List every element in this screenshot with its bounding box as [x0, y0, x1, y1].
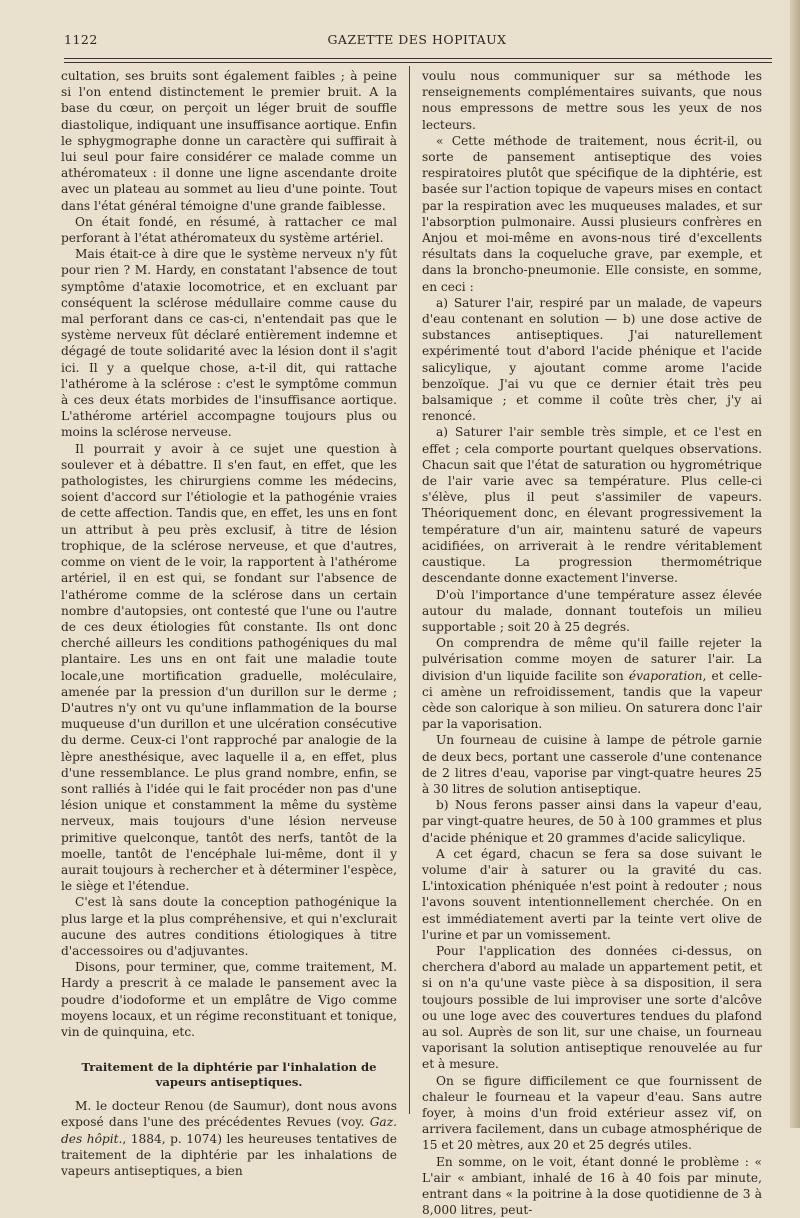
- paragraph: Il pourrait y avoir à ce sujet une question à soulever et à débattre. Il s'en faut, en effet, que les pathologistes, les chirurgiens comme les médecins, soient d'accord sur l'étiologie et la pathogénie vraies de cette affection. Tandis que, en effet, les uns en font un attribut à peu près exclusif, à titre de lésion trophique, de la sclérose nerveuse, et que d'autres, comme on vient de le voir, la rapportent à l'athérome artériel, il en est qui, se fondant sur l'absence de l'athérome comme de la sclérose dans un certain nombre d'autopsies, ont contesté que l'une ou l'autre de ces deux étiologies fût constante. Ils ont donc cherché ailleurs les conditions pathogéniques du mal plantaire. Les uns en ont fait une maladie toute locale,une mortification graduelle, moléculaire, amenée par la pression d'un durillon sur le derme ; D'autres n'y ont vu qu'une inflammation de la bourse muqueuse d'un durillon et une ulcération consécutive du derme. Ceux-ci l'ont rapproché par analogie de la lèpre anesthésique, avec laquelle il a, en effet, plus d'une ressemblance. Le plus grand nombre, enfin, se sont ralliés à l'idée qui le fait procéder non pas d'une lésion unique et constamment la même du système nerveux, mais toujours d'une lésion nerveuse primitive quelconque, tantôt des nerfs, tantôt de la moelle, tantôt de l'encéphale lui-même, dont il y aurait toujours à rechercher et à déterminer l'espèce, le siège et l'étendue.: [61, 441, 397, 894]
- paragraph: a) Saturer l'air semble très simple, et ce l'est en effet ; cela comporte pourtant quelques observations. Chacun sait que l'état de saturation ou hygrométrique de l'air varie avec sa température. Plus celle-ci s'élève, plus il peut s'assimiler de vapeurs. Théoriquement donc, en élevant progressivement la température d'un air, maintenu saturé de vapeurs acidifiées, on arriverait à le rendre véritablement caustique. La progression thermométrique descendante donne exactement l'inverse.: [422, 425, 762, 586]
- right-column: [422, 68, 762, 1218]
- journal-reference: Gaz. des hôpit.: [61, 1115, 397, 1146]
- paragraph: a) Saturer l'air, respiré par un malade, de vapeurs d'eau contenant en solution — b) une dose active de substances antiseptiques. J'ai naturellement expérimenté tout d'abord l'acide phénique et l'acide salicylique, y ajoutant comme arome l'acide benzoïque. J'ai vu que ce dernier était très peu balsamique ; et comme il coûte très cher, j'y ai renoncé.: [422, 295, 762, 424]
- paragraph: b) Nous ferons passer ainsi dans la vapeur d'eau, par vingt-quatre heures, de 50 à 100 grammes et plus d'acide phénique et 20 grammes d'acide salicylique.: [422, 798, 762, 845]
- paragraph: En somme, on le voit, étant donné le problème : « L'air « ambiant, inhalé de 16 à 40 fois par minute, entrant dans « la poitrine à la dose quotidienne de 3 à 8,000 litres, peut-: [422, 1154, 762, 1218]
- paragraph: D'où l'importance d'une température assez élevée autour du malade, donnant toutefois un milieu supportable ; soit 20 à 25 degrés.: [422, 587, 762, 634]
- paragraph: [422, 635, 762, 732]
- page-header: [64, 30, 770, 52]
- left-column: [61, 68, 397, 1179]
- paragraph: On était fondé, en résumé, à rattacher ce mal perforant à l'état athéromateux du système artériel.: [61, 214, 397, 246]
- paragraph: On se figure difficilement ce que fournissent de chaleur le fourneau et la vapeur d'eau. Sans autre foyer, à moins d'un froid extérieur assez vif, on arrivera facilement, dans un cubage atmosphérique de 15 et 20 mètres, aux 20 et 25 degrés utiles.: [422, 1073, 762, 1153]
- paragraph: Pour l'application des données ci-dessus, on cherchera d'abord au malade un appartement petit, et si on n'a qu'une vaste pièce à sa disposition, il sera toujours possible de lui improviser une sorte d'alcôve ou une loge avec des couvertures tendues du plafond au sol. Auprès de son lit, sur une chaise, un fourneau vaporisant la solution antiseptique renouvelée au fur et à mesure.: [422, 943, 762, 1072]
- section-title: Traitement de la diphtérie par l'inhalation de vapeurs antiseptiques.: [81, 1060, 377, 1090]
- running-title: GAZETTE DES HOPITAUX: [327, 32, 507, 47]
- text-run: M. le docteur Renou (de Saumur), dont nous avons exposé dans l'une des précédentes Revues (voy.: [61, 1099, 397, 1130]
- page-edge: [790, 0, 800, 1128]
- header-rule-thick: [64, 58, 772, 59]
- header-rule-thin: [64, 62, 772, 63]
- paragraph: C'est là sans doute la conception pathogénique la plus large et la plus compréhensive, et qui n'exclurait aucune des autres conditions étiologiques à titre d'accessoires ou d'adjuvantes.: [61, 895, 397, 958]
- paragraph: voulu nous communiquer sur sa méthode les renseignements complémentaires suivants, que nous nous empressons de mettre sous les yeux de nos lecteurs.: [422, 69, 762, 132]
- page-number: 1122: [64, 32, 98, 47]
- column-divider: [409, 66, 410, 1114]
- section-paragraph: [61, 1098, 397, 1179]
- paragraph: Mais était-ce à dire que le système nerveux n'y fût pour rien ? M. Hardy, en constatant l'absence de tout symptôme d'ataxie locomotrice, et en excluant par conséquent la sclérose médullaire comme cause du mal perforant dans ce cas-ci, n'entendait pas que le système nerveux fût déclaré entièrement indemne et dégagé de toute solidarité avec la lésion dont il s'agit ici. Il y a quelque chose, a-t-il dit, qui rattache l'athérome à la sclérose : c'est le symptôme commun à ces deux états morbides de l'insuffisance aortique. L'athérome artériel accompagne toujours plus ou moins la sclérose nerveuse.: [61, 247, 397, 440]
- paragraph: Un fourneau de cuisine à lampe de pétrole garnie de deux becs, portant une casserole d'une contenance de 2 litres d'eau, vaporise par vingt-quatre heures 25 à 30 litres de solution antiseptique.: [422, 733, 762, 796]
- text-run: , et celle-ci amène un refroidissement, tandis que la vapeur cède son calorique à son milieu. On saturera donc l'air par la vaporisation.: [422, 668, 762, 732]
- paragraph: Disons, pour terminer, que, comme traitement, M. Hardy a prescrit à ce malade le pansement avec la poudre d'iodoforme et un emplâtre de Vigo comme moyens locaux, et un régime reconstituant et tonique, vin de quinquina, etc.: [61, 960, 397, 1039]
- emphasis: évaporation: [628, 668, 703, 683]
- text-run: On comprendra de même qu'il faille rejeter la pulvérisation comme moyen de saturer l'air. La division d'un liquide facilite son: [422, 636, 762, 683]
- paragraph: « Cette méthode de traitement, nous écrit-il, ou sorte de pansement antiseptique des voies respiratoires plutôt que spécifique de la diphtérie, est basée sur l'action topique de vapeurs mises en contact par la respiration avec les muqueuses malades, et sur l'absorption pulmonaire. Aussi plusieurs confrères en Anjou et moi-même en avons-nous tiré d'excellents résultats dans la coqueluche grave, par exemple, et dans la broncho-pneumonie. Elle consiste, en somme, en ceci :: [422, 133, 762, 294]
- paragraph: A cet égard, chacun se fera sa dose suivant le volume d'air à saturer ou la gravité du cas. L'intoxication phéniquée n'est point à redouter ; nous l'avons souvent intentionnellement cherchée. On en est immédiatement averti par la teinte vert olive de l'urine et par un vomissement.: [422, 846, 762, 942]
- paragraph: cultation, ses bruits sont également faibles ; à peine si l'on entend distinctement le premier bruit. A la base du cœur, on perçoit un léger bruit de souffle diastolique, indiquant une insuffisance aortique. Enfin le sphygmographe donne un caractère qui suffirait à lui seul pour faire considérer ce malade comme un athéromateux : il donne une ligne ascendante droite avec un plateau au sommet au lieu d'une pointe. Tout dans l'état général témoigne d'une grande faiblesse.: [61, 69, 397, 213]
- text-run: , 1884, p. 1074) les heureuses tentatives de traitement de la diphtérie par les inhalations de vapeurs antiseptiques, a bien: [61, 1131, 397, 1178]
